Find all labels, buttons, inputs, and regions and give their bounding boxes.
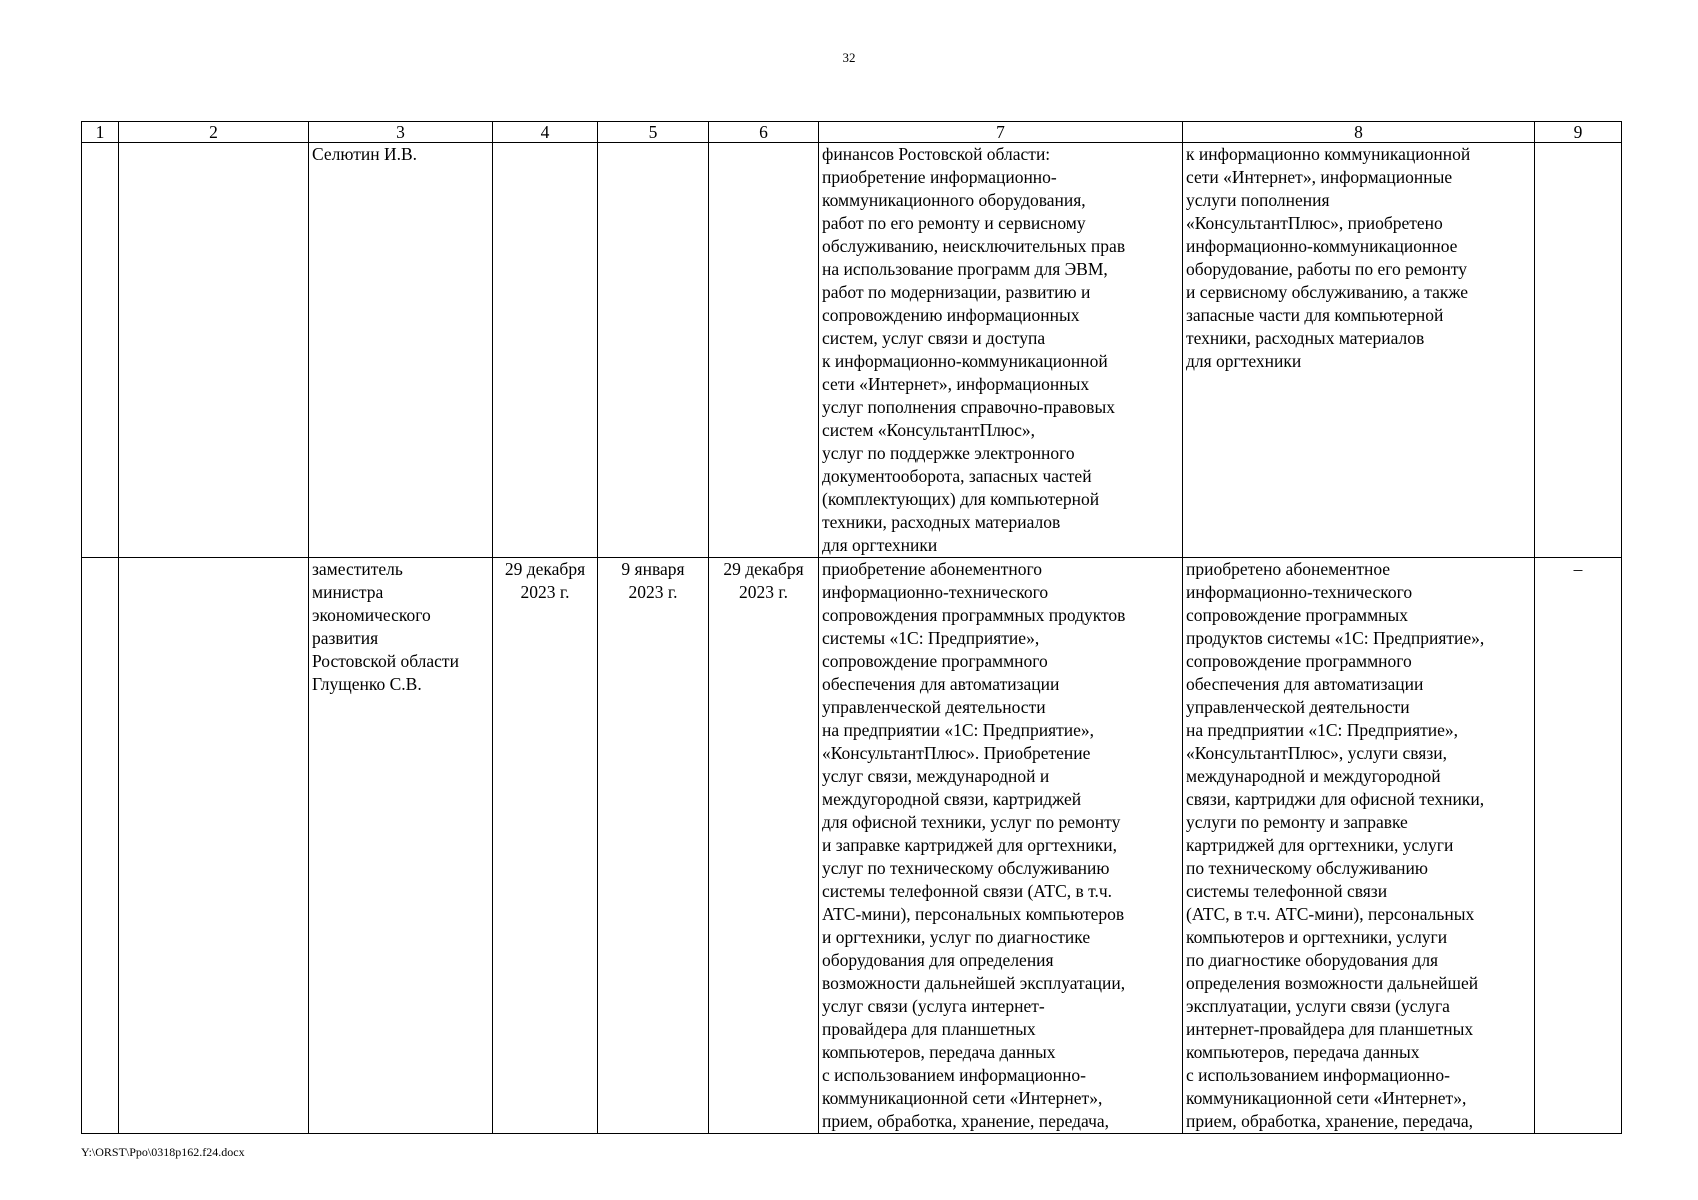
activity-cell: [119, 143, 309, 558]
actual-start-cell: 9 января 2023 г.: [598, 558, 709, 1134]
planned-date-cell: [493, 143, 598, 558]
column-number: 7: [819, 122, 1183, 143]
actual-end-cell: [709, 143, 819, 558]
problems-cell: –: [1535, 558, 1622, 1134]
problems-cell: [1535, 143, 1622, 558]
column-number-row: [82, 122, 1622, 143]
row-number-cell: [82, 143, 119, 558]
column-number: 5: [598, 122, 709, 143]
file-path-footer: Y:\ORST\Ppo\0318p162.f24.docx: [81, 1145, 245, 1159]
row-number-cell: [82, 558, 119, 1134]
column-number: 4: [493, 122, 598, 143]
column-number: 3: [309, 122, 493, 143]
column-number: 9: [1535, 122, 1622, 143]
actual-end-cell: 29 декабря 2023 г.: [709, 558, 819, 1134]
responsible-cell: Селютин И.В.: [309, 143, 493, 558]
planned-date-cell: 29 декабря 2023 г.: [493, 558, 598, 1134]
page-number: 32: [842, 50, 856, 65]
column-number: 6: [709, 122, 819, 143]
document-table: [81, 121, 1622, 1134]
activity-cell: [119, 558, 309, 1134]
actual-start-cell: [598, 143, 709, 558]
column-number: 8: [1183, 122, 1535, 143]
column-number: 1: [82, 122, 119, 143]
actual-result-cell: приобретено абонементное информационно-технического сопровождение программных продуктов системы «1С: Предприятие», сопровождение программного обеспечения для автоматизации управленческой деятельности на предприятии «1С: Предприятие», «КонсультантПлюс», услуги связи, международной и междугородной связи, картриджи для офисной техники, услуги по ремонту и заправке картриджей для оргтехники, услуги по техническому обслуживанию системы телефонной связи (АТС, в т.ч. АТС-мини), персональных компьютеров и оргтехники, услуги по диагностике оборудования для определения возможности дальнейшей эксплуатации, услуги связи (услуга интернет-провайдера для планшетных компьютеров, передача данных с использованием информационно- коммуникационной сети «Интернет», прием, обработка, хранение, передача,: [1183, 558, 1535, 1134]
table-row: [82, 558, 1622, 1134]
column-number: 2: [119, 122, 309, 143]
actual-result-cell: к информационно коммуникационной сети «Интернет», информационные услуги пополнения «КонсультантПлюс», приобретено информационно-коммуникационное оборудование, работы по его ремонту и сервисному обслуживанию, а также запасные части для компьютерной техники, расходных материалов для оргтехники: [1183, 143, 1535, 558]
responsible-cell: заместитель министра экономического развития Ростовской области Глущенко С.В.: [309, 558, 493, 1134]
expected-result-cell: приобретение абонементного информационно-технического сопровождения программных продуктов системы «1С: Предприятие», сопровождение программного обеспечения для автоматизации управленческой деятельности на предприятии «1С: Предприятие», «КонсультантПлюс». Приобретение услуг связи, международной и междугородной связи, картриджей для офисной техники, услуг по ремонту и заправке картриджей для оргтехники, услуг по техническому обслуживанию системы телефонной связи (АТС, в т.ч. АТС-мини), персональных компьютеров и оргтехники, услуг по диагностике оборудования для определения возможности дальнейшей эксплуатации, услуг связи (услуга интернет- провайдера для планшетных компьютеров, передача данных с использованием информационно- коммуникационной сети «Интернет», прием, обработка, хранение, передача,: [819, 558, 1183, 1134]
expected-result-cell: финансов Ростовской области: приобретение информационно- коммуникационного оборудования, работ по его ремонту и сервисному обслуживанию, неисключительных прав на использование программ для ЭВМ, работ по модернизации, развитию и сопровождению информационных систем, услуг связи и доступа к информационно-коммуникационной сети «Интернет», информационных услуг пополнения справочно-правовых систем «КонсультантПлюс», услуг по поддержке электронного документооборота, запасных частей (комплектующих) для компьютерной техники, расходных материалов для оргтехники: [819, 143, 1183, 558]
table-row: [82, 143, 1622, 558]
